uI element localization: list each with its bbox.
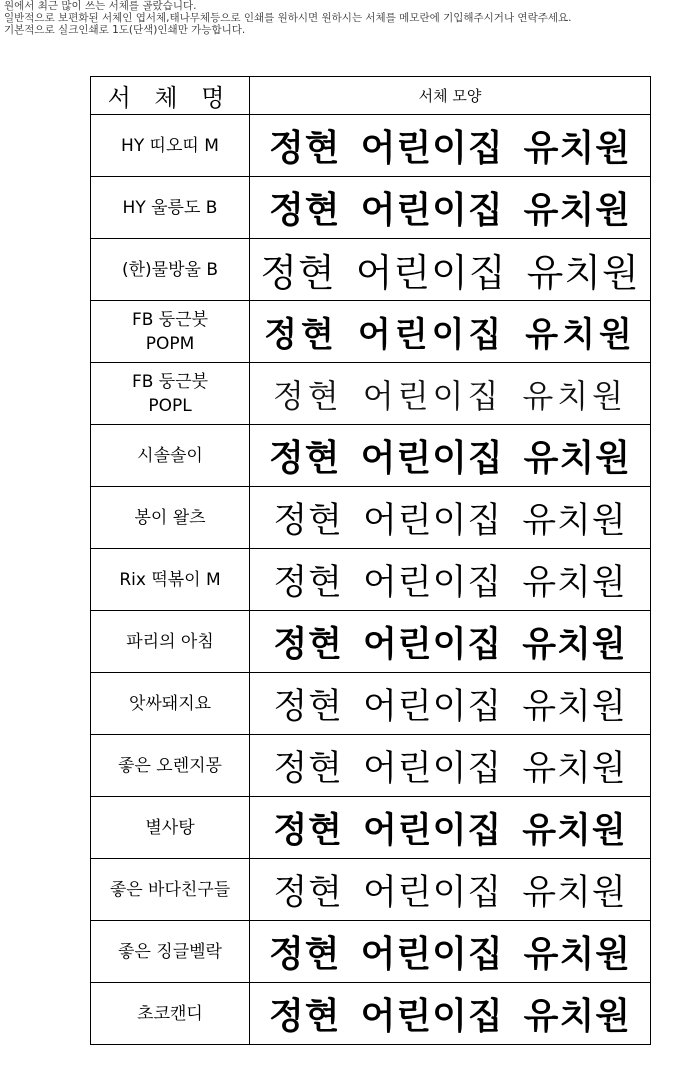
font-name: (한)물방울 B bbox=[121, 259, 219, 280]
sample-word: 유치원 bbox=[523, 127, 631, 169]
font-sample-cell bbox=[250, 549, 651, 611]
sample-word: 어린이집 bbox=[362, 748, 503, 789]
sample-word: 유치원 bbox=[522, 624, 627, 665]
font-name-cell bbox=[91, 673, 250, 735]
font-name: 앗싸돼지요 bbox=[128, 693, 212, 714]
sample-word: 정현 bbox=[264, 315, 338, 355]
sample-word: 유치원 bbox=[523, 438, 631, 479]
font-name: HY 울릉도 B bbox=[122, 197, 218, 218]
sample-word: 유치원 bbox=[523, 190, 631, 231]
font-sample-cell bbox=[250, 735, 651, 797]
font-sample-cell bbox=[250, 673, 651, 735]
table-row bbox=[91, 735, 651, 797]
table-row bbox=[91, 239, 651, 301]
sample-word: 어린이집 bbox=[355, 253, 507, 295]
table-row bbox=[91, 859, 651, 921]
font-name: 좋은 오렌지몽 bbox=[118, 755, 222, 776]
sample-word: 정현 bbox=[272, 376, 343, 415]
sample-word: 정현 bbox=[269, 127, 341, 169]
sample-word: 유치원 bbox=[522, 562, 627, 603]
sample-word: 유치원 bbox=[526, 253, 640, 295]
font-name: 봉이 왈츠 bbox=[134, 507, 206, 528]
table-row bbox=[91, 487, 651, 549]
table-row bbox=[91, 611, 651, 673]
font-sample-cell bbox=[250, 921, 651, 983]
sample-word: 어린이집 bbox=[362, 810, 503, 851]
sample-word: 어린이집 bbox=[360, 190, 504, 231]
font-sample-cell bbox=[250, 239, 651, 301]
font-sample-cell bbox=[250, 859, 651, 921]
intro-text bbox=[4, 0, 688, 36]
table-row bbox=[91, 425, 651, 487]
font-sample-cell bbox=[250, 425, 651, 487]
font-name: 시솔솔이 bbox=[137, 445, 203, 466]
sample-word: 어린이집 bbox=[362, 562, 503, 603]
sample-word: 정현 bbox=[273, 748, 343, 789]
intro-line-2: 일반적으로 보편화된 서체인 엽서체,태나무체등으로 인쇄를 원하시면 원하시는 서체를 메모란에 기입해주시거나 연락주세요. bbox=[4, 12, 572, 24]
sample-word: 어린이집 bbox=[362, 624, 503, 665]
sample-word: 유치원 bbox=[522, 872, 627, 913]
font-name: 좋은 징글벨락 bbox=[118, 941, 222, 962]
font-name-cell bbox=[91, 797, 250, 859]
sample-word: 어린이집 bbox=[362, 872, 503, 913]
table-header-row bbox=[91, 77, 651, 115]
table-row bbox=[91, 921, 651, 983]
font-sample-cell bbox=[250, 983, 651, 1045]
font-name-cell bbox=[91, 487, 250, 549]
sample-word: 정현 bbox=[273, 810, 343, 851]
table-row bbox=[91, 797, 651, 859]
font-sample-cell bbox=[250, 797, 651, 859]
table-row bbox=[91, 983, 651, 1045]
sample-word: 어린이집 bbox=[360, 934, 504, 975]
font-name: 좋은 바다친구들 bbox=[109, 879, 231, 900]
sample-word: 어린이집 bbox=[360, 127, 504, 169]
font-name: FB 둥근붓 bbox=[131, 309, 209, 330]
font-name: 파리의 아침 bbox=[126, 631, 214, 652]
font-name-cell bbox=[91, 177, 250, 239]
font-name-cell bbox=[91, 921, 250, 983]
sample-word: 정현 bbox=[269, 996, 341, 1037]
sample-word: 정현 bbox=[269, 438, 341, 479]
sample-word: 유치원 bbox=[523, 934, 631, 975]
font-name-cell bbox=[91, 363, 250, 425]
intro-line-3: 기본적으로 실크인쇄로 1도(단색)인쇄만 가능합니다. bbox=[4, 24, 246, 36]
sample-word: 유치원 bbox=[522, 376, 628, 415]
font-sample-cell bbox=[250, 363, 651, 425]
font-name: Rix 떡볶이 M bbox=[119, 569, 221, 590]
font-sample-cell bbox=[250, 301, 651, 363]
sample-word: 유치원 bbox=[522, 748, 627, 789]
table-row bbox=[91, 177, 651, 239]
font-name-cell bbox=[91, 549, 250, 611]
font-name-cell bbox=[91, 115, 250, 177]
sample-word: 정현 bbox=[273, 500, 343, 541]
sample-word: 정현 bbox=[273, 624, 343, 665]
sample-word: 유치원 bbox=[523, 996, 631, 1037]
sample-word: 어린이집 bbox=[357, 315, 506, 355]
sample-word: 정현 bbox=[269, 934, 341, 975]
sample-word: 정현 bbox=[260, 253, 336, 295]
font-name-cell bbox=[91, 735, 250, 797]
sample-word: 유치원 bbox=[522, 500, 627, 541]
font-name-cell bbox=[91, 239, 250, 301]
font-name-cell bbox=[91, 425, 250, 487]
sample-word: 어린이집 bbox=[360, 438, 504, 479]
sample-word: 어린이집 bbox=[362, 376, 503, 415]
font-name: POPM bbox=[145, 333, 195, 354]
font-name-cell bbox=[91, 859, 250, 921]
font-sample-cell bbox=[250, 487, 651, 549]
sample-word: 정현 bbox=[273, 872, 343, 913]
font-name: 초코캔디 bbox=[137, 1003, 203, 1024]
header-font-sample: 서체 모양 bbox=[250, 77, 651, 115]
font-name: 별사탕 bbox=[145, 817, 195, 838]
font-sample-table bbox=[90, 76, 651, 1045]
font-name: FB 둥근붓 bbox=[131, 371, 209, 392]
sample-word: 정현 bbox=[273, 686, 343, 727]
table-row bbox=[91, 549, 651, 611]
sample-word: 어린이집 bbox=[362, 500, 503, 541]
intro-line-1: 원에서 최근 많이 쓰는 서체를 골랐습니다. bbox=[4, 0, 197, 12]
sample-word: 유치원 bbox=[522, 686, 627, 727]
font-name: POPL bbox=[148, 395, 192, 416]
font-name-cell bbox=[91, 301, 250, 363]
sample-word: 유치원 bbox=[522, 810, 627, 851]
table-row bbox=[91, 673, 651, 735]
header-font-name: 서 체 명 bbox=[91, 77, 250, 115]
font-name: HY 띠오띠 M bbox=[121, 135, 219, 156]
sample-word: 어린이집 bbox=[360, 996, 504, 1037]
sample-word: 정현 bbox=[269, 190, 341, 231]
sample-word: 정현 bbox=[273, 562, 343, 603]
font-sample-cell bbox=[250, 115, 651, 177]
table-body bbox=[91, 115, 651, 1045]
font-name-cell bbox=[91, 983, 250, 1045]
table-row bbox=[91, 115, 651, 177]
sample-word: 유치원 bbox=[525, 315, 636, 355]
font-name-cell bbox=[91, 611, 250, 673]
font-sample-cell bbox=[250, 611, 651, 673]
table-row bbox=[91, 301, 651, 363]
sample-word: 어린이집 bbox=[362, 686, 503, 727]
table-row bbox=[91, 363, 651, 425]
font-sample-cell bbox=[250, 177, 651, 239]
